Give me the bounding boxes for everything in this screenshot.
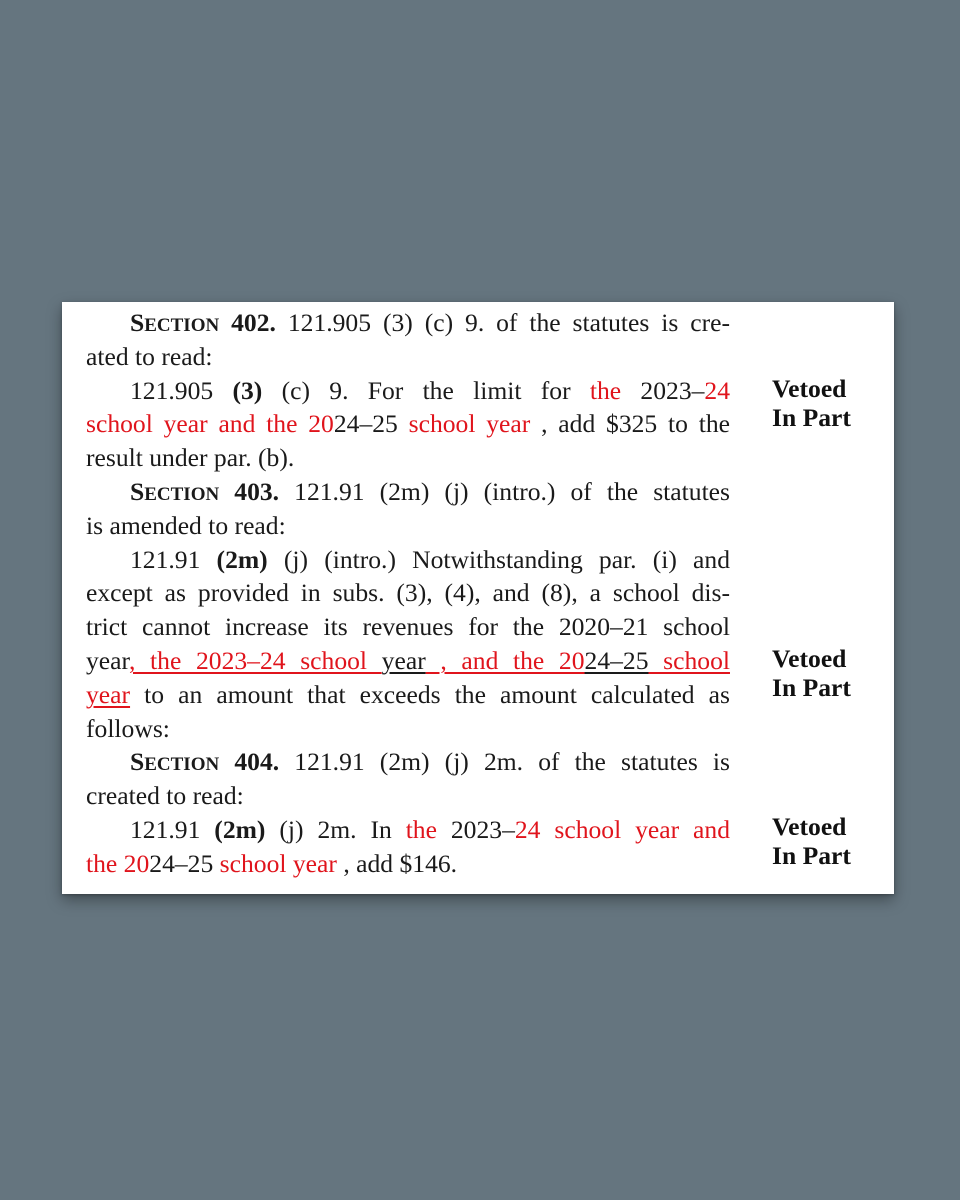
vetoed-text: school year and the 20 — [86, 409, 334, 439]
veto-note-section-402: Vetoed In Part — [772, 374, 851, 432]
section-402-heading-line — [86, 306, 730, 340]
veto-note-section-403: Vetoed In Part — [772, 644, 851, 702]
section-402-body-line-3: result under par. (b). — [86, 443, 295, 473]
vetoed-text: 24 school year and — [514, 814, 731, 844]
section-403-heading-line — [86, 475, 730, 509]
vetoed-text: school year — [219, 848, 337, 878]
section-404-heading-line — [86, 745, 730, 779]
vetoed-underlined-text: , the 2023–24 school — [129, 645, 382, 675]
section-402-body-line-2: school year and the 2024–25 school year , add $325 to the — [86, 409, 730, 439]
section-403-body-line-1: 121.91 (2m) (j) (intro.) Notwithstanding par. (i) and — [130, 544, 730, 574]
document-page — [62, 302, 894, 894]
section-403-line-2: is amended to read: — [86, 510, 286, 540]
vetoed-underlined-text: , and the 20 — [425, 645, 585, 675]
vetoed-text: school year — [408, 409, 531, 439]
vetoed-text: the — [589, 375, 622, 405]
vetoed-underlined-text: school — [648, 645, 730, 675]
statute-text — [86, 306, 730, 881]
vetoed-text: 24 — [704, 375, 731, 405]
section-404-body-line-1: 121.91 (2m) (j) 2m. In the 2023–24 school year and — [130, 814, 731, 844]
section-403-citation: 121.91 (2m) (j) (intro.) of the statutes — [294, 476, 730, 506]
section-403-body-line-6: follows: — [86, 713, 170, 743]
vetoed-text: the 20 — [86, 848, 150, 878]
section-402-body-line-1: 121.905 (3) (c) 9. For the limit for the 2023–24 — [130, 375, 731, 405]
section-402-citation: 121.905 (3) (c) 9. of the statutes is cre- — [287, 308, 730, 337]
section-403-body-line-2: except as provided in subs. (3), (4), and (8), a school dis- — [86, 578, 730, 608]
section-402-label: SECTION 402. — [130, 308, 276, 337]
section-403-body-line-4: year, the 2023–24 school year , and the 2024–25 school — [86, 645, 730, 675]
section-404-body-line-2: the 2024–25 school year , add $146. — [86, 848, 458, 878]
veto-note-section-404: Vetoed In Part — [772, 812, 851, 870]
section-404-citation: 121.91 (2m) (j) 2m. of the statutes is — [294, 747, 731, 777]
section-404-label: SECTION 404. — [130, 747, 280, 777]
section-403-label: SECTION 403. — [130, 476, 280, 506]
section-402-line-2: ated to read: — [86, 341, 213, 371]
underlined-text: 24–25 — [584, 645, 649, 675]
vetoed-underlined-text: year — [86, 679, 131, 709]
vetoed-text: the — [405, 814, 437, 844]
section-404-line-2: created to read: — [86, 781, 244, 811]
section-403-body-line-5: year to an amount that exceeds the amount calculated as — [86, 679, 730, 709]
underlined-text: year — [381, 645, 426, 675]
section-403-body-line-3: trict cannot increase its revenues for the 2020–21 school — [86, 612, 730, 642]
